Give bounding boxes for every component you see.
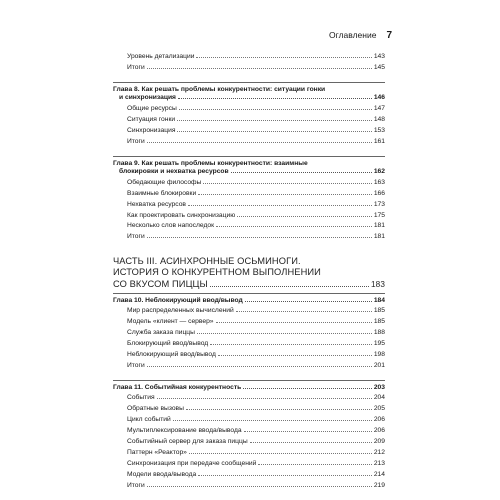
toc-entry[interactable] [113,306,385,317]
toc-entry[interactable] [113,137,385,148]
toc-entry[interactable] [113,189,385,200]
leader-dots [210,344,372,345]
part-page: 183 [371,279,385,289]
toc-entry-label: Паттерн «Реактор» [127,449,187,457]
toc-entry-page: 173 [373,200,385,208]
leader-dots [231,172,372,173]
chapter-11-title[interactable] [113,384,385,393]
leader-dots [196,57,371,58]
toc-entry-page: 206 [373,427,385,435]
chapter-10 [113,293,385,372]
toc-entry-label: Обедающие философы [127,178,202,186]
toc-entry-label: Ситуация гонки [127,115,176,123]
toc-entry-label: Несколько слов напоследок [127,222,214,230]
toc-entry-page: 153 [373,126,385,134]
leader-dots [179,109,372,110]
toc-entry-page: 166 [373,189,385,197]
leader-dots [147,366,372,367]
leader-dots [147,237,372,238]
toc-entry[interactable] [113,437,385,448]
leader-dots [216,322,372,323]
chapter-9-title[interactable] [113,160,385,177]
toc-entry[interactable] [113,126,385,137]
leader-dots [186,409,372,410]
toc-entry[interactable] [113,317,385,328]
toc-entry[interactable] [113,115,385,126]
toc-entry[interactable] [113,426,385,437]
running-header-title: Оглавление [329,30,377,40]
toc-entry-label: Нехватка ресурсов [127,200,186,208]
toc-entry-page: 201 [373,361,385,369]
toc-entry[interactable] [113,63,385,74]
part-title-line3: СО ВКУСОМ ПИЦЦЫ [113,278,208,289]
toc-entry-page: 214 [373,470,385,478]
leader-dots [198,475,372,476]
leader-dots [157,398,372,399]
toc-entry[interactable] [113,339,385,350]
chapter-8-title[interactable] [113,86,385,103]
leader-dots [243,388,372,389]
leader-dots [203,183,371,184]
toc-entry-page: 188 [373,329,385,337]
chapter-title: Глава 10. Неблокирующий ввод/вывод [113,296,243,304]
toc-entry-label: Синхронизация [127,126,176,134]
chapter-page: 184 [373,296,385,304]
toc-entry-label: Обратные вызовы [127,405,184,413]
toc-entry-label: Цикл событий [127,416,171,424]
toc-entry-label: Итоги [127,233,145,241]
toc-entry-label: Мультиплексирование ввода/вывода [127,427,242,435]
chapter-page: 162 [373,168,385,176]
toc-entry-label: Общие ресурсы [127,105,177,112]
chapter-title-line1: Глава 9. Как решать проблемы конкурентности: взаимные [113,159,308,167]
leader-dots [237,216,372,217]
leader-dots [147,486,372,487]
chapter-8 [113,82,385,148]
leader-dots [258,464,371,465]
toc-entry-label: События [127,394,155,402]
toc-entry-label: Синхронизация при передаче сообщений [127,459,257,467]
toc-entry-label: Итоги [127,361,145,369]
toc-entry[interactable] [113,52,385,63]
toc-entry-page: 212 [373,449,385,457]
toc-entry-page: 181 [373,233,385,241]
toc-entry-page: 209 [373,438,385,446]
toc-entry-label: Взаимные блокировки [127,189,197,197]
toc-entry-page: 148 [373,115,385,123]
toc-entry-label: Служба заказа пиццы [127,329,195,337]
toc-entry[interactable] [113,200,385,211]
leader-dots [147,142,372,143]
leader-dots [198,194,372,195]
leader-dots [244,431,372,432]
chapter7-tail [113,52,385,74]
toc-entry-page: 147 [373,105,385,112]
leader-dots [236,311,372,312]
toc-entry[interactable] [113,104,385,115]
toc-entry[interactable] [113,211,385,222]
chapter-title-line2: блокировки и нехватка ресурсов [119,168,229,176]
toc-entry-page: 143 [373,53,385,60]
page-number: 7 [386,30,392,41]
toc-entry-label: Блокирующий ввод/вывод [127,340,209,348]
toc-entry-page: 204 [373,394,385,402]
chapter-title-line1: Глава 8. Как решать проблемы конкурентности: ситуации гонки [113,85,326,93]
chapter-10-title[interactable] [113,297,385,306]
toc-entry-label: Уровень детализации [127,53,195,60]
leader-dots [173,420,372,421]
chapter-title-line2: и синхронизация [119,94,176,102]
toc-entry[interactable] [113,221,385,232]
leader-dots [177,120,372,121]
toc-entry-label: Итоги [127,63,145,71]
part-3-heading[interactable] [113,256,385,290]
chapter-title: Глава 11. Событийная конкурентность [113,383,242,391]
leader-dots [210,286,369,287]
toc-entry-label: Событийный сервер для заказа пиццы [127,438,248,446]
chapter-page: 146 [373,94,385,102]
toc-entry-label: Как проектировать синхронизацию [127,211,236,219]
chapter-page: 203 [373,383,385,391]
toc-entry-page: 213 [373,459,385,467]
toc-entry[interactable] [113,328,385,339]
leader-dots [218,355,372,356]
toc-entry-label: Мир распределенных вычислений [127,307,234,315]
toc-entry[interactable] [113,459,385,470]
toc-entry-page: 145 [373,63,385,71]
toc-entry-label: Неблокирующий ввод/вывод [127,351,216,359]
toc-entry-page: 163 [373,178,385,186]
toc-entry-label: Итоги [127,481,145,489]
chapter-11 [113,380,385,492]
toc-entry-page: 198 [373,351,385,359]
part-title-line2: ИСТОРИЯ О КОНКУРЕНТНОМ ВЫПОЛНЕНИИ [113,267,321,278]
leader-dots [250,442,372,443]
toc-entry[interactable] [113,404,385,415]
part-title-line1: ЧАСТЬ III. АСИНХРОННЫЕ ОСЬМИНОГИ. [113,256,301,267]
leader-dots [177,131,371,132]
toc-entry-page: 185 [373,318,385,326]
leader-dots [188,205,372,206]
toc-entry[interactable] [113,393,385,404]
toc-entry[interactable] [113,470,385,481]
toc-entry-page: 206 [373,416,385,424]
toc-entry[interactable] [113,448,385,459]
toc-entry-label: Модель «клиент — сервер» [127,318,214,326]
toc-entry-page: 185 [373,307,385,315]
toc-entry-page: 205 [373,405,385,413]
toc-entry-label: Итоги [127,137,145,145]
toc-entry[interactable] [113,481,385,492]
toc-entry[interactable] [113,350,385,361]
toc-entry[interactable] [113,361,385,372]
table-of-contents [113,52,385,492]
toc-entry-page: 219 [373,481,385,489]
toc-entry[interactable] [113,415,385,426]
toc-entry[interactable] [113,178,385,189]
leader-dots [178,98,372,99]
running-header [329,30,392,41]
leader-dots [245,301,372,302]
toc-entry-label: Модели ввода/вывода [127,470,197,478]
toc-entry-page: 195 [373,340,385,348]
toc-entry[interactable] [113,232,385,243]
leader-dots [189,453,372,454]
toc-entry-page: 181 [373,222,385,230]
leader-dots [147,68,372,69]
toc-entry-page: 161 [373,137,385,145]
leader-dots [197,333,372,334]
toc-entry-page: 175 [373,211,385,219]
chapter-9 [113,156,385,244]
leader-dots [216,226,372,227]
